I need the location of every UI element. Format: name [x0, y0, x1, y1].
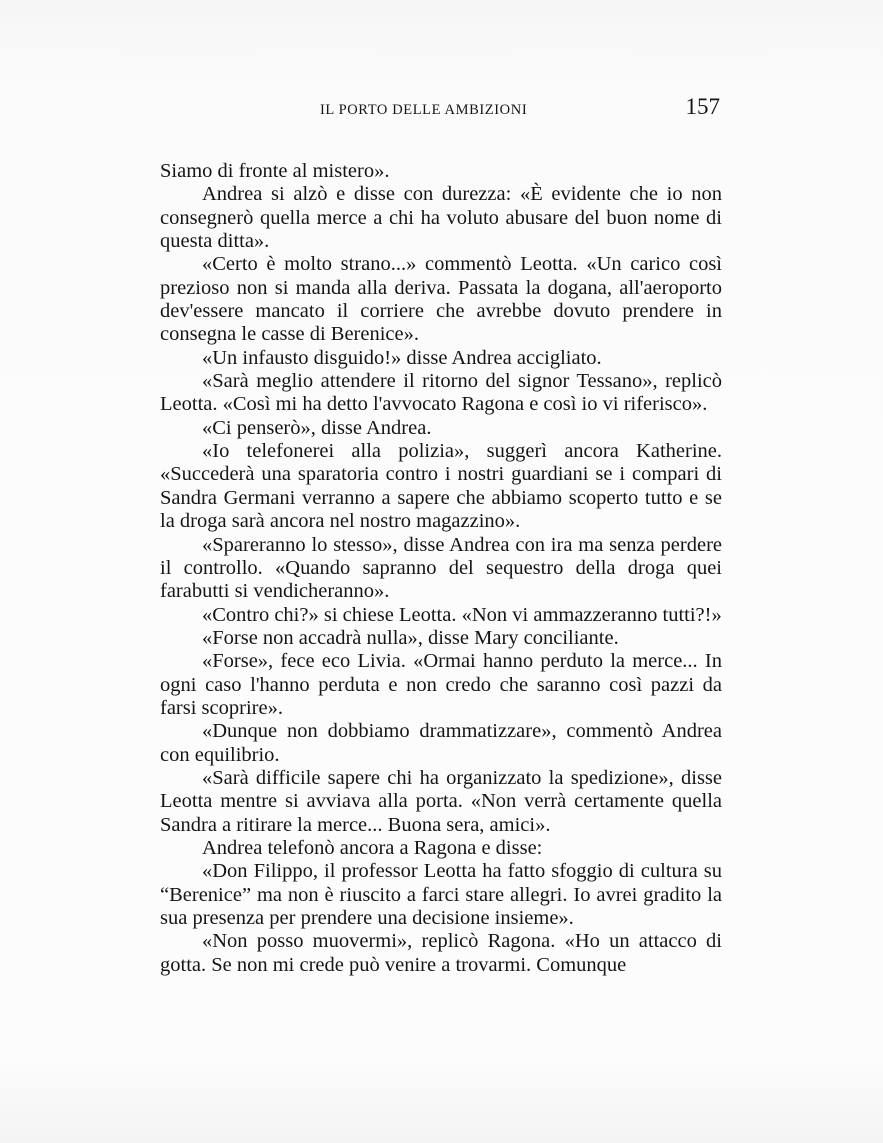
paragraph: «Forse non accadrà nulla», disse Mary conciliante.	[202, 626, 619, 649]
running-title: IL PORTO DELLE AMBIZIONI	[320, 102, 528, 118]
paragraph: «Ci penserò», disse Andrea.	[202, 416, 432, 439]
paragraph: «Spareranno lo stesso», disse Andrea con ira ma senza perdere il controllo. «Quando sapranno del sequestro della droga quei farabutti si vendicheranno».	[160, 533, 722, 603]
paragraph: «Un infausto disguido!» disse Andrea accigliato.	[202, 346, 602, 369]
paragraph: «Contro chi?» si chiese Leotta. «Non vi ammazzeranno tutti?!»	[202, 603, 722, 626]
paragraph: «Non posso muovermi», replicò Ragona. «Ho un attacco di gotta. Se non mi crede può venire a trovarmi. Comunque	[160, 930, 722, 976]
paragraph: «Dunque non dobbiamo drammatizzare», commentò Andrea con equilibrio.	[160, 720, 722, 766]
paragraph: Andrea telefonò ancora a Ragona e disse:	[202, 836, 543, 859]
paragraph: «Certo è molto strano...» commentò Leotta. «Un carico così prezioso non si manda alla deriva. Passata la dogana, all'aeroporto dev'essere mancato il corriere che avrebbe dovuto prendere in consegna le casse di Berenice».	[160, 253, 722, 346]
paragraph: «Sarà meglio attendere il ritorno del signor Tessano», replicò Leotta. «Così mi ha detto l'avvocato Ragona e così io vi riferisco».	[160, 370, 722, 416]
paragraph: «Don Filippo, il professor Leotta ha fatto sfoggio di cultura su “Berenice” ma non è riuscito a farci stare allegri. Io avrei gradito la sua presenza per prendere una decisione insieme».	[160, 860, 722, 929]
paragraph: «Io telefonerei alla polizia», suggerì ancora Katherine. «Succederà una sparatoria contro i nostri guardiani se i compari di Sandra Germani verranno a sapere che abbiamo scoperto tutto e se la droga sarà ancora nel nostro magazzino».	[160, 440, 722, 533]
paragraph: Andrea si alzò e disse con durezza: «È evidente che io non consegnerò quella merce a chi ha voluto abusare del buon nome di questa ditta».	[160, 183, 722, 253]
paragraph: «Sarà difficile sapere chi ha organizzato la spedizione», disse Leotta mentre si avviava alla porta. «Non verrà certamente quella Sandra a ritirare la merce... Buona sera, amici».	[160, 766, 722, 836]
body-text	[160, 160, 722, 977]
page-header	[160, 96, 720, 124]
paragraph: «Forse», fece eco Livia. «Ormai hanno perduto la merce... In ogni caso l'hanno perduta e non credo che saranno così pazzi da farsi scoprire».	[160, 650, 722, 719]
paragraph: Siamo di fronte al mistero».	[160, 160, 390, 182]
page-number: 157	[685, 94, 720, 119]
